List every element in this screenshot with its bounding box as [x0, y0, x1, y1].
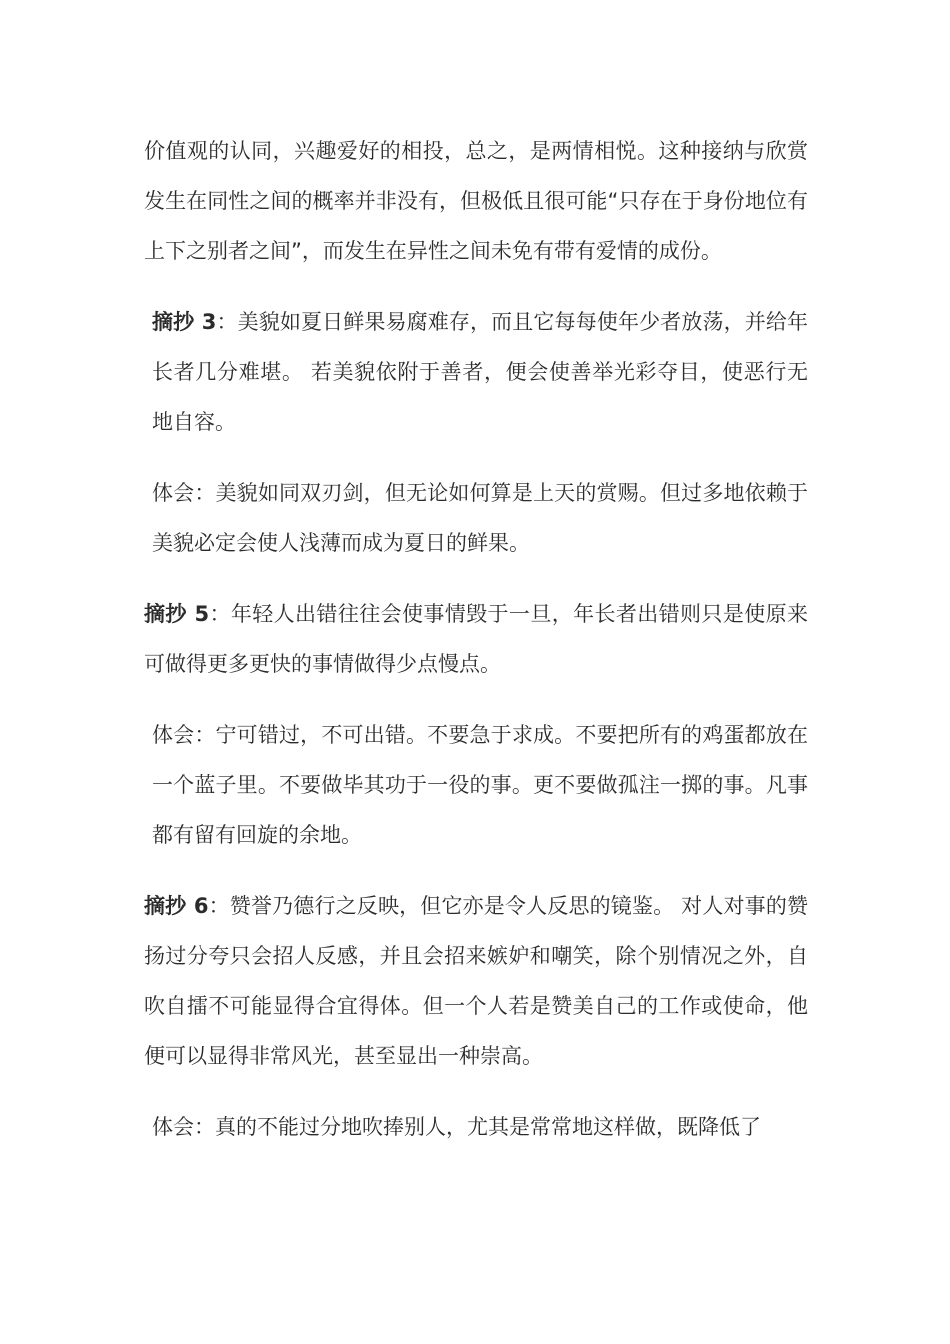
excerpt-separator: ： [208, 894, 230, 918]
excerpt-separator: ： [216, 310, 238, 334]
paragraph-reflection-3 [144, 468, 808, 568]
paragraph-excerpt-5 [144, 589, 808, 689]
paragraph-text: 体会：美貌如同双刃剑，但无论如何算是上天的赏赐。但过多地依赖于美貌必定会使人浅薄而成为夏日的鲜果。 [152, 481, 808, 555]
paragraph-text: 体会：真的不能过分地吹捧别人，尤其是常常地这样做，既降低了 [152, 1115, 761, 1139]
paragraph-text: 价值观的认同，兴趣爱好的相投，总之，是两情相悦。这种接纳与欣赏发生在同性之间的概率并非没有，但极低且很可能“只存在于身份地位有上下之别者之间”，而发生在异性之间未免有带有爱情的成份。 [144, 139, 808, 263]
excerpt-label: 摘抄 3 [152, 310, 217, 334]
paragraph-text: 赞誉乃德行之反映，但它亦是令人反思的镜鉴。 对人对事的赞扬过分夸只会招人反感，并且会招来嫉妒和嘲笑，除个别情况之外，自吹自擂不可能显得合宜得体。但一个人若是赞美自己的工作或使命，他便可以显得非常风光，甚至显出一种崇高。 [144, 894, 808, 1068]
paragraph-intro-continuation [144, 126, 808, 276]
excerpt-separator: ： [209, 602, 231, 626]
document-body [144, 126, 808, 1173]
paragraph-reflection-6 [144, 1102, 808, 1152]
excerpt-label: 摘抄 6 [144, 894, 209, 918]
paragraph-reflection-5 [144, 710, 808, 860]
excerpt-label: 摘抄 5 [144, 602, 210, 626]
paragraph-text: 体会：宁可错过，不可出错。不要急于求成。不要把所有的鸡蛋都放在一个蓝子里。不要做毕其功于一役的事。更不要做孤注一掷的事。凡事都有留有回旋的余地。 [152, 723, 808, 847]
paragraph-excerpt-3 [144, 297, 808, 447]
paragraph-text: 年轻人出错往往会使事情毁于一旦，年长者出错则只是使原来可做得更多更快的事情做得少点慢点。 [144, 602, 808, 676]
paragraph-text: 美貌如夏日鲜果易腐难存，而且它每每使年少者放荡，并给年长者几分难堪。 若美貌依附于善者，便会使善举光彩夺目，使恶行无地自容。 [152, 310, 808, 434]
paragraph-excerpt-6 [144, 881, 808, 1081]
